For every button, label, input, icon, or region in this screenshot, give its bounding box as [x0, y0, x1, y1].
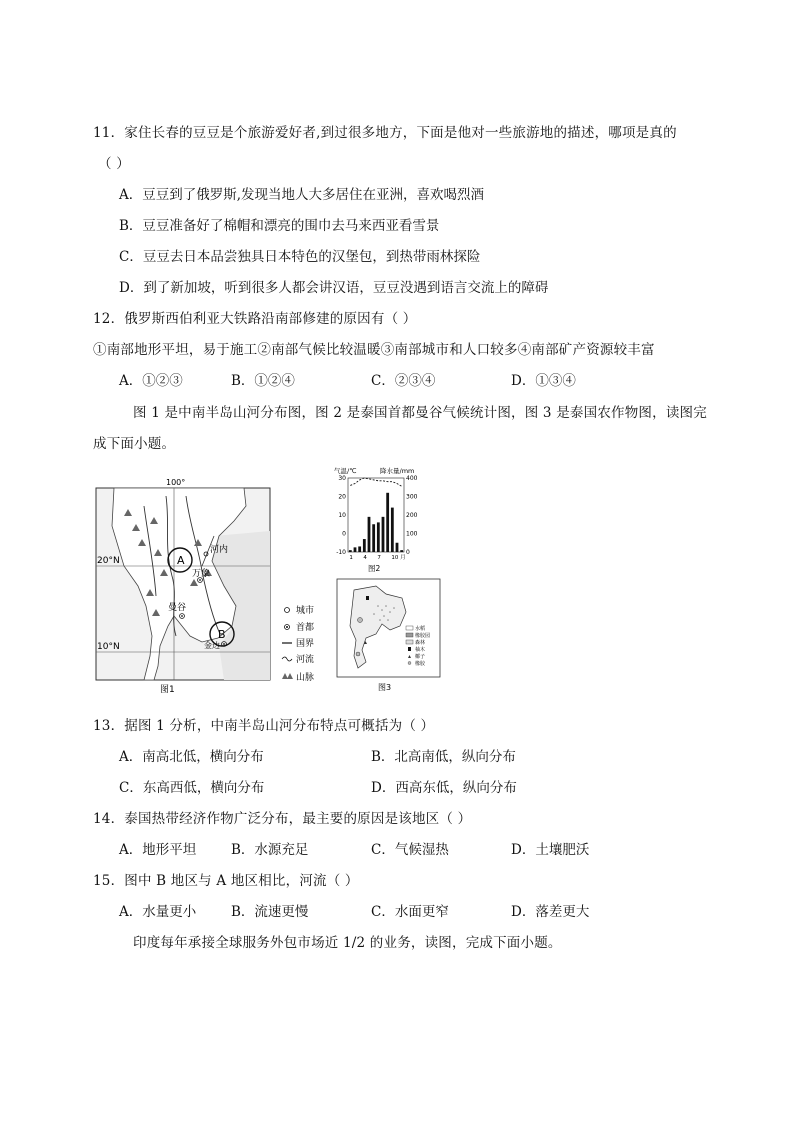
- legend-capital: 首都: [296, 623, 315, 633]
- legend-teak: 柚木: [415, 647, 426, 653]
- q15-option-b: B．流速更慢: [231, 904, 309, 920]
- legend-rubber: 橡胶: [415, 661, 426, 667]
- label-bangkok: 曼谷: [168, 603, 187, 613]
- precip-tick-label: 0: [406, 549, 410, 556]
- legend-coconut: 椰子: [415, 654, 426, 660]
- label-hanoi: 河内: [210, 545, 229, 555]
- fig3-caption: 图3: [378, 683, 392, 692]
- q13-option-c: C．东高西低，横向分布: [119, 780, 265, 796]
- label-vientiane: 万象: [192, 569, 211, 579]
- legend-city: 城市: [296, 606, 315, 616]
- temp-tick-label: 10: [338, 512, 346, 519]
- q13-option-d: D．西高东低，纵向分布: [371, 780, 517, 796]
- figure-3-crop-map: [336, 578, 442, 696]
- month-tick-label: 7: [377, 555, 381, 561]
- q11-option-d: D．到了新加坡，听到很多人都会讲汉语，豆豆没遇到语言交流上的障碍: [119, 280, 549, 296]
- q15-option-d: D．落差更大: [511, 904, 590, 920]
- precip-bar: [368, 517, 371, 552]
- q12-option-d: D．①③④: [511, 373, 576, 389]
- teak-mark: [366, 596, 369, 600]
- label-20n: 20°N: [97, 556, 120, 566]
- q12-items: ①南部地形平坦，易于施工②南部气候比较温暖③南部城市和人口较多④南部矿产资源较丰富: [93, 342, 655, 358]
- precip-bar: [391, 508, 394, 552]
- q15-stem: 15．图中 B 地区与 A 地区相比，河流（ ）: [93, 873, 359, 889]
- precip-bar: [349, 550, 352, 552]
- q12-option-c: C．②③④: [371, 373, 436, 389]
- q11-stem-line1: 11．家住长春的豆豆是个旅游爱好者,到过很多地方，下面是他对一些旅游地的描述，哪项是真的: [93, 125, 677, 141]
- q11-option-a: A．豆豆到了俄罗斯,发现当地人大多居住在亚洲，喜欢喝烈酒: [119, 187, 485, 203]
- label-phnompenh: 金边: [204, 641, 220, 650]
- temp-axis-label: 气温/℃: [334, 467, 357, 475]
- temp-tick-label: 20: [338, 493, 346, 501]
- precip-bar: [396, 543, 399, 552]
- precip-bar: [372, 524, 375, 552]
- q11-option-b: B．豆豆准备好了棉帽和漂亮的围巾去马来西亚看雪景: [119, 218, 440, 234]
- precip-bar: [400, 550, 403, 552]
- mark-a: A: [177, 554, 185, 567]
- temperature-line: [350, 478, 401, 486]
- q11-option-c: C．豆豆去日本品尝独具日本特色的汉堡包，到热带雨林探险: [119, 249, 481, 265]
- precip-bar: [358, 546, 361, 552]
- legend-rubber-estate: 橡胶园: [415, 633, 431, 639]
- legend-rice: 水稻: [415, 626, 426, 632]
- q14-stem: 14．泰国热带经济作物广泛分布，最主要的原因是该地区（ ）: [93, 811, 472, 827]
- precip-bar: [382, 517, 385, 552]
- q13-option-a: A．南高北低，横向分布: [119, 749, 264, 765]
- q14-option-d: D．土壤肥沃: [511, 842, 590, 858]
- precip-bar: [386, 493, 389, 552]
- month-tick-label: 10 月: [391, 555, 406, 561]
- temp-tick-label: 0: [342, 530, 346, 538]
- month-tick-label: 1: [349, 555, 353, 561]
- precip-bar: [354, 547, 357, 552]
- precip-tick-label: 300: [406, 493, 418, 501]
- precip-bar: [377, 522, 380, 552]
- legend-forest: 森林: [415, 640, 426, 646]
- q14-option-a: A．地形平坦: [119, 842, 197, 858]
- figure-1-map: [94, 476, 334, 698]
- precip-axis-label: 降水量/mm: [380, 467, 415, 475]
- q13-stem: 13．据图 1 分析，中南半岛山河分布特点可概括为（ ）: [93, 718, 435, 734]
- legend-river: 河流: [296, 655, 315, 665]
- q14-option-c: C．气候湿热: [371, 842, 449, 858]
- month-tick-label: 4: [363, 555, 367, 561]
- label-10n: 10°N: [97, 642, 120, 652]
- plot-frame: [348, 478, 404, 552]
- q12-stem: 12．俄罗斯西伯利亚大铁路沿南部修建的原因有（ ）: [93, 311, 417, 327]
- temp-tick-label: 30: [338, 475, 346, 482]
- fig2-caption: 图2: [368, 564, 381, 573]
- precip-tick-label: 200: [406, 512, 418, 519]
- fig1-caption: 图1: [160, 685, 175, 695]
- precip-bar: [363, 539, 366, 552]
- q14-option-b: B．水源充足: [231, 842, 309, 858]
- fig1-legend: [282, 604, 314, 683]
- legend-mountain: 山脉: [296, 673, 315, 683]
- mark-b: B: [218, 628, 226, 641]
- q15-option-c: C．水面更窄: [371, 904, 449, 920]
- q15-option-a: A．水量更小: [119, 904, 197, 920]
- intro1-line2: 成下面小题。: [93, 436, 176, 452]
- legend-border: 国界: [296, 639, 315, 649]
- temp-tick-label: -10: [336, 549, 346, 556]
- q11-stem-line2: （ ）: [98, 156, 130, 172]
- q12-option-b: B．①②④: [231, 373, 295, 389]
- label-100e: 100°: [166, 478, 186, 487]
- intro1-line1: 图 1 是中南半岛山河分布图，图 2 是泰国首都曼谷气候统计图，图 3 是泰国农作物图，读图完: [133, 405, 707, 421]
- intro2: 印度每年承接全球服务外包市场近 1/2 的业务，读图，完成下面小题。: [133, 935, 562, 951]
- figure-2-climate-chart: [330, 464, 432, 576]
- q12-option-a: A．①②③: [119, 373, 183, 389]
- q13-option-b: B．北高南低，纵向分布: [371, 749, 516, 765]
- precip-tick-label: 400: [406, 475, 418, 482]
- rubber-estate-mark: [358, 618, 363, 623]
- precip-tick-label: 100: [406, 530, 418, 538]
